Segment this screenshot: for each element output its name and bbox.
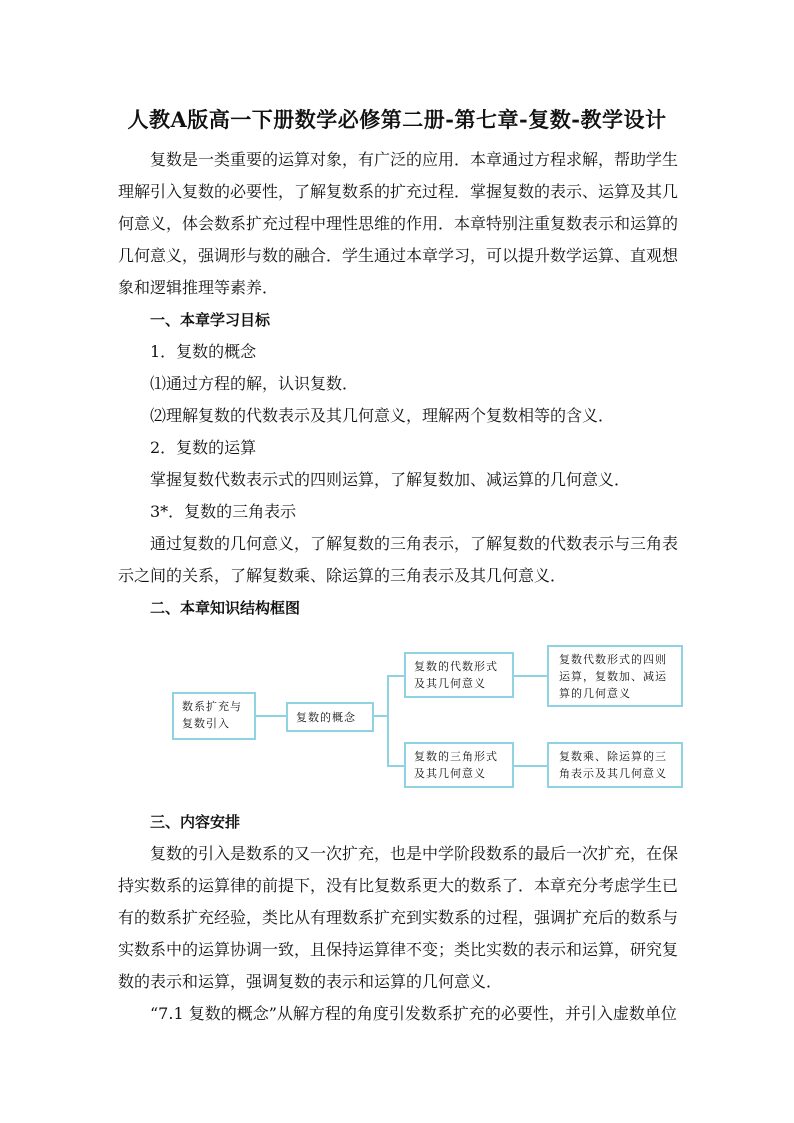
section1-heading: 一、本章学习目标 [150,311,271,329]
node-root: 数系扩充与复数引入 [172,692,256,740]
intro-paragraph: 复数是一类重要的运算对象，有广泛的应用．本章通过方程求解，帮助学生理解引入复数的必要性，了解复数系的扩充过程．掌握复数的表示、运算及其几何意义，体会数系扩充过程中理性思维的作用．本章特别注重复数表示和运算的几何意义，强调形与数的融合．学生通过本章学习，可以提升数学运算、直观想象和逻辑推理等素养． [118,150,679,297]
content-paragraph-1: 复数的引入是数系的又一次扩充，也是中学阶段数系的最后一次扩充，在保持实数系的运算律的前提下，没有比复数系更大的数系了．本章充分考虑学生已有的数系扩充经验，类比从有理数系扩充到实数系的过程，强调扩充后的数系与实数系中的运算协调一致，且保持运算律不变；类比实数的表示和运算，研究复数的表示和运算，强调复数的表示和运算的几何意义． [118,844,679,991]
node-trig: 复数的三角形式及其几何意义 [404,742,514,788]
connector-to-algebraic [387,675,405,677]
goal-item-1b: ⑵理解复数的代数表示及其几何意义，理解两个复数相等的含义． [150,406,615,425]
page-title: 人教A版高一下册数学必修第二册-第七章-复数-教学设计 [127,107,667,132]
connector-concept-branch [372,715,388,717]
connector-to-trig [387,765,405,767]
goal-item-1: 1．复数的概念 [150,342,257,361]
node-algebraic: 复数的代数形式及其几何意义 [404,652,514,698]
connector-root-concept [254,715,286,717]
knowledge-structure-diagram [0,640,794,800]
connector-trig-ops [513,765,547,767]
section3-heading: 三、内容安排 [150,813,241,831]
content-paragraph-2: “7.1 复数的概念”从解方程的角度引发数系扩充的必要性，并引入虚数单位 [150,1004,677,1023]
node-trig-ops: 复数乘、除运算的三角表示及其几何意义 [547,742,683,788]
connector-vertical [387,675,389,767]
node-concept: 复数的概念 [286,702,374,732]
goal-item-1a: ⑴通过方程的解，认识复数． [150,374,359,393]
node-algebraic-ops: 复数代数形式的四则运算，复数加、减运算的几何意义 [547,645,683,707]
goal-item-2a: 掌握复数代数表示式的四则运算，了解复数加、减运算的几何意义． [150,470,631,489]
goal-item-3: 3*．复数的三角表示 [150,502,297,521]
connector-algebraic-ops [513,675,547,677]
goal-item-3a: 通过复数的几何意义，了解复数的三角表示，了解复数的代数表示与三角表示之间的关系，了解复数乘、除运算的三角表示及其几何意义． [118,534,679,585]
section2-heading: 二、本章知识结构框图 [150,599,301,617]
goal-item-2: 2．复数的运算 [150,438,257,457]
